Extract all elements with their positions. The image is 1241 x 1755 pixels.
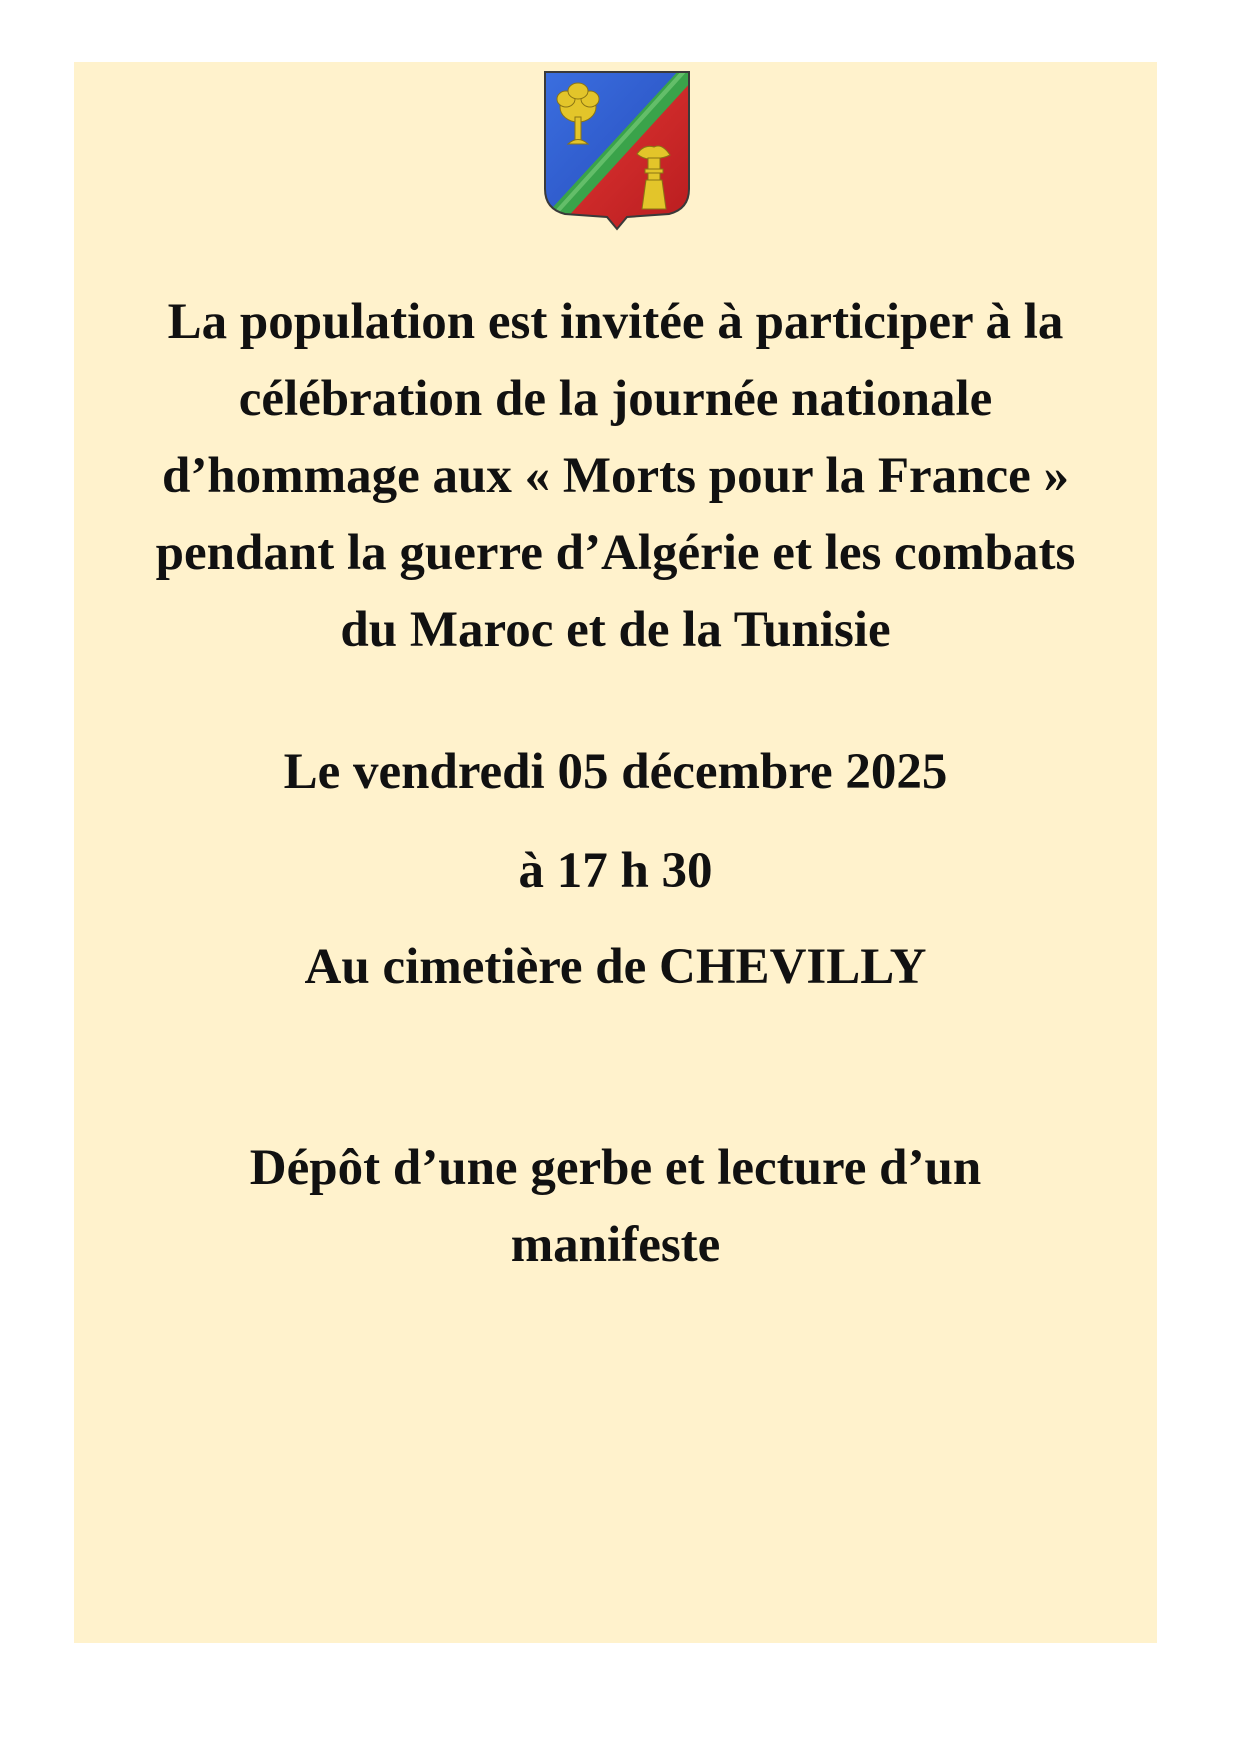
event-time: à 17 h 30 xyxy=(518,843,713,899)
invitation-line: La population est invitée à participer à la xyxy=(167,294,1064,350)
ceremony-description xyxy=(74,1130,1157,1284)
invitation-line: pendant la guerre d’Algérie et les combats xyxy=(155,525,1076,581)
invitation-line: d’hommage aux « Morts pour la France » xyxy=(161,448,1070,504)
ceremony-line: Dépôt d’une gerbe et lecture d’un xyxy=(249,1140,982,1196)
invitation-line: célébration de la journée nationale xyxy=(238,371,993,427)
invitation-text xyxy=(74,284,1157,669)
event-place: Au cimetière de CHEVILLY xyxy=(304,939,927,995)
invitation-line: du Maroc et de la Tunisie xyxy=(340,602,891,658)
coat-of-arms-icon xyxy=(542,69,692,232)
ceremony-line: manifeste xyxy=(510,1217,721,1273)
event-date: Le vendredi 05 décembre 2025 xyxy=(283,744,948,800)
